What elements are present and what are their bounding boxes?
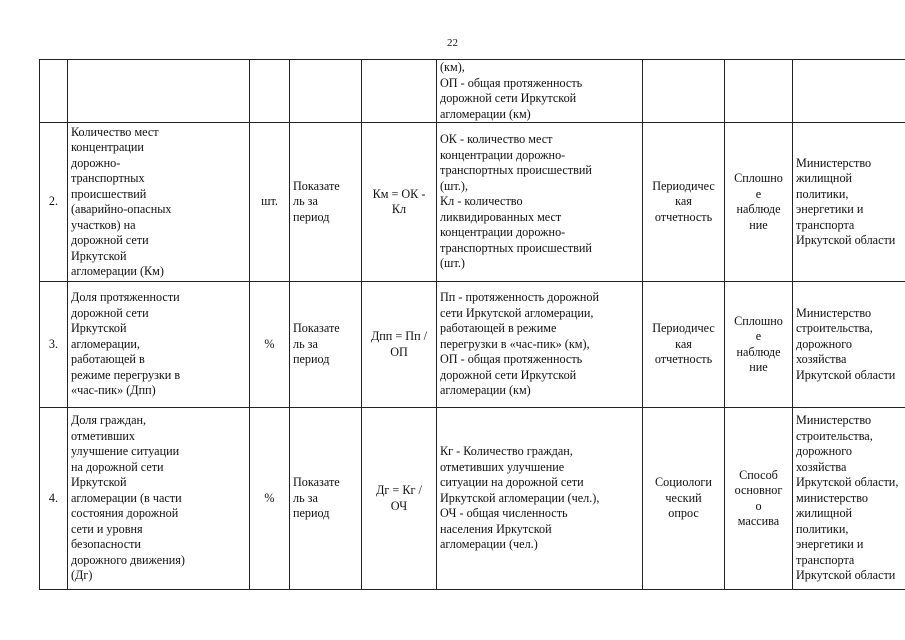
cell-num	[40, 123, 68, 282]
responsible-text: Министерство жилищной политики, энергетики и транспорта Иркутской области	[796, 155, 896, 247]
type-text: Показате ль за период	[293, 321, 340, 367]
cell-formula	[362, 282, 437, 408]
cell-unit	[250, 60, 290, 123]
cell-method	[725, 282, 793, 408]
source-text: Периодичес кая отчетность	[652, 178, 715, 224]
cell-method	[725, 60, 793, 123]
table-row	[40, 282, 905, 408]
row-number: 2.	[48, 194, 59, 209]
cell-formula	[362, 408, 437, 590]
formula-text: Дпп = Пп / ОП	[370, 329, 428, 359]
cell-name	[68, 60, 250, 123]
table-row	[40, 408, 905, 590]
cell-description	[437, 60, 643, 123]
indicator-name: Доля протяженности дорожной сети Иркутской агломерации, работающей в режиме перегрузки в «час-пик» (Дпп)	[71, 290, 181, 398]
responsible-text: Министерство строительства, дорожного хозяйства Иркутской области	[796, 305, 896, 382]
cell-responsible	[793, 408, 905, 590]
cell-source	[643, 60, 725, 123]
cell-formula	[362, 123, 437, 282]
cell-num	[40, 60, 68, 123]
method-text: Сплошно е наблюде ние	[734, 313, 783, 374]
formula-text: Км = ОК - Кл	[372, 186, 426, 216]
source-text: Периодичес кая отчетность	[652, 321, 715, 367]
formula-text: Дг = Кг / ОЧ	[376, 483, 422, 513]
cell-responsible	[793, 123, 905, 282]
indicator-name: Доля граждан, отметивших улучшение ситуации на дорожной сети Иркутской агломерации (в части состояния дорожной сети и уровня безопасности дорожного движения) (Дг)	[71, 413, 185, 583]
cell-responsible	[793, 282, 905, 408]
table-row	[40, 123, 905, 282]
type-text: Показате ль за период	[293, 475, 340, 521]
cell-unit	[250, 282, 290, 408]
cell-name	[68, 282, 250, 408]
unit-text: %	[264, 336, 275, 351]
cell-description	[437, 282, 643, 408]
description-text: ОК - количество мест концентрации дорожно- транспортных происшествий (шт.), Кл - количество ликвидированных мест концентрации дорожно- транспортных происшествий (шт.)	[440, 132, 592, 271]
cell-type	[290, 123, 362, 282]
cell-description	[437, 123, 643, 282]
cell-type	[290, 408, 362, 590]
source-text: Социологи ческий опрос	[655, 475, 712, 521]
responsible-text: Министерство строительства, дорожного хозяйства Иркутской области, министерство жилищной политики, энергетики и транспорта Иркутской области	[796, 413, 899, 583]
cell-num	[40, 408, 68, 590]
indicators-table	[39, 59, 905, 590]
cell-source	[643, 123, 725, 282]
cell-num	[40, 282, 68, 408]
cell-method	[725, 408, 793, 590]
cell-responsible	[793, 60, 905, 123]
description-text: (км), ОП - общая протяженность дорожной сети Иркутской агломерации (км)	[440, 60, 583, 121]
cell-method	[725, 123, 793, 282]
type-text: Показате ль за период	[293, 178, 340, 224]
cell-source	[643, 408, 725, 590]
table-row-continuation	[40, 60, 905, 123]
cell-source	[643, 282, 725, 408]
cell-description	[437, 408, 643, 590]
unit-text: шт.	[261, 194, 278, 209]
cell-name	[68, 123, 250, 282]
row-number: 3.	[48, 336, 59, 351]
cell-unit	[250, 408, 290, 590]
method-text: Сплошно е наблюде ние	[734, 171, 783, 232]
cell-unit	[250, 123, 290, 282]
cell-name	[68, 408, 250, 590]
cell-type	[290, 282, 362, 408]
description-text: Кг - Количество граждан, отметивших улучшение ситуации на дорожной сети Иркутской агломерации (чел.), ОЧ - общая численность населения Иркутской агломерации (чел.)	[440, 444, 600, 552]
page-number: 22	[447, 37, 458, 49]
cell-formula	[362, 60, 437, 123]
row-number: 4.	[48, 490, 59, 505]
cell-type	[290, 60, 362, 123]
description-text: Пп - протяженность дорожной сети Иркутской агломерации, работающей в режиме перегрузки в «час-пик» (км), ОП - общая протяженность дорожной сети Иркутской агломерации (км)	[440, 290, 599, 398]
method-text: Способ основног о массива	[734, 467, 783, 528]
unit-text: %	[264, 490, 275, 505]
indicator-name: Количество мест концентрации дорожно- транспортных происшествий (аварийно-опасных участков) на дорожной сети Иркутской агломерации (Км)	[71, 124, 172, 278]
